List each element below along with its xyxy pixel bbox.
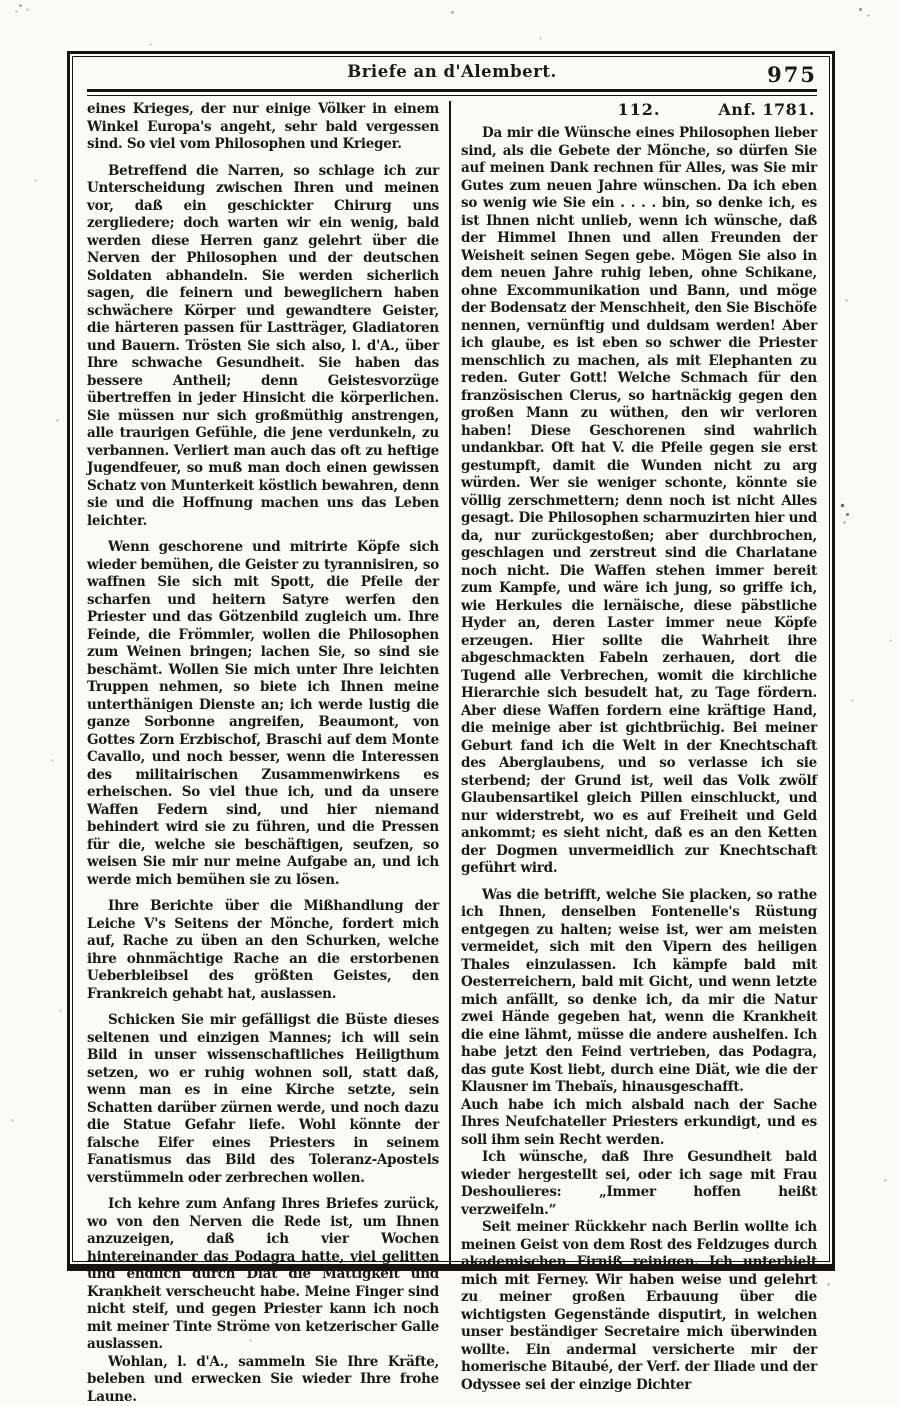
paragraph: Ich wünsche, daß Ihre Gesundheit bald wieder hergestellt sei, oder ich sage mit Frau Deshoulieres: „Immer hoffen heißt verzweifeln.“	[461, 1149, 817, 1219]
running-header	[87, 62, 817, 89]
paragraph: Was die betrifft, welche Sie placken, so rathe ich Ihnen, denselben Fontenelle's Rüstung entgegen zu halten; weise ist, wer am meisten vermeidet, sich mit den Vipern des heiligen Thales einzulassen. Ich kämpfe bald mit Oesterreichern, bald mit Gicht, und wenn letzte mich anfällt, so denke ich, da mir die Natur zwei Hände gegeben hat, wenn die Krankheit die eine lähmt, müsse die andere aushelfen. Ich habe jetzt den Feind vertrieben, das Podagra, das gute Kost liebt, durch eine Diät, wie die der Klausner im Thebaïs, hinausgeschafft.	[461, 887, 817, 1097]
scan-noise	[0, 0, 1, 1]
paragraph: Schicken Sie mir gefälligst die Büste dieses seltenen und einzigen Mannes; ich will sein Bild in unser wissenschaftliches Heiligthum setzen, wo er ruhig wohnen soll, statt daß, wenn man es in eine Kirche setzte, sein Schatten darüber zürnen werde, und noch dazu die Statue Gefahr liefe. Wohl könnte der falsche Eifer eines Priesters in seinem Fanatismus das Bild des Toleranz-Apostels verstümmeln oder zerbrechen wollen.	[87, 1012, 439, 1187]
header-rule	[87, 89, 817, 96]
page-frame	[67, 51, 835, 1271]
page-title: Briefe an d'Alembert.	[87, 62, 817, 81]
page-number: 975	[767, 62, 817, 87]
paragraph: Seit meiner Rückkehr nach Berlin wollte ich meinen Geist von dem Rost des Feldzuges durch akademischen Firniß reinigen. Ich unterhielt mich mit Ferney. Wir haben weise und gelehrt zu meiner großen Erbauung über die wichtigsten Gegenstände disputirt, in welchen unser beständiger Secretaire mich überwinden wollte. Ein andermal versicherte mir der homerische Bitaubé, der Verf. der Iliade und der Odyssee sei der einzige Dichter	[461, 1219, 817, 1394]
left-column	[87, 101, 444, 1265]
paragraph: Wenn geschorene und mitrirte Köpfe sich wieder bemühen, die Geister zu tyrannisiren, so waffnen Sie sich mit Spott, die Pfeile der scharfen und heitern Satyre werfen den Priester und das Götzenbild zugleich um. Ihre Feinde, die Frömmler, wollen die Philosophen zum Weinen bringen; lachen Sie, so sind sie beschämt. Wollen Sie mich unter Ihre leichten Truppen nehmen, so biete ich Ihnen meine unterthänigen Dienste an; ich werde lustig die ganze Sorbonne angreifen, Beaumont, von Gottes Zorn Erzbischof, Braschi auf dem Monte Cavallo, und noch besser, wenn die Interessen des militairischen Zusammenwirkens es erheischen. So viel thue ich, und da unsere Waffen Federn sind, und hier niemand behindert wird sie zu führen, und die Pressen für die, welche sie beschäftigen, seufzen, so weisen Sie mir nur meine Aufgabe an, und ich werde mich bemühen sie zu lösen.	[87, 539, 439, 889]
letter-number: 112.	[461, 101, 817, 119]
paragraph: Auch habe ich mich alsbald nach der Sache Ihres Neufchateller Priesters erkundigt, und es soll ihm sein Recht werden.	[461, 1097, 817, 1150]
page-frame-inner	[72, 56, 830, 1262]
paragraph: Betreffend die Narren, so schlage ich zur Unterscheidung zwischen Ihren und meinen vor, daß ein geschickter Chirurg uns zergliedere; doch warten wir ein wenig, bald werden diese Herren ganz gelehrt über die Nerven der Philosophen und der deutschen Soldaten abhandeln. Sie werden sicherlich sagen, die feinern und beweglichern haben schwächere Körper und gewandtere Geister, die härteren passen für Lastträger, Gladiatoren und Bauern. Trösten Sie sich also, l. d'A., über Ihre schwache Gesundheit. Sie haben das bessere Antheil; denn Geistesvorzüge übertreffen in jeder Hinsicht die körperlichen. Sie müssen nur sich großmüthig anstrengen, alle traurigen Gefühle, die jene verdunkeln, zu verbannen. Verliert man auch das oft zu heftige Jugendfeuer, so muß man doch einen gewissen Schatz von Munterkeit köstlich bewahren, denn sie und die Hoffnung machen uns das Leben leichter.	[87, 163, 439, 531]
right-column	[458, 101, 817, 1265]
right-column-text	[461, 125, 817, 1394]
column-divider	[449, 101, 451, 1265]
paragraph: Wohlan, l. d'A., sammeln Sie Ihre Kräfte, beleben und erwecken Sie wieder Ihre frohe Laune.	[87, 1354, 439, 1406]
letter-date: Anf. 1781.	[718, 101, 815, 119]
paragraph: Ich kehre zum Anfang Ihres Briefes zurück, wo von den Nerven die Rede ist, um Ihnen anzuzeigen, daß ich vier Wochen hintereinander das Podagra hatte, viel gelitten und endlich durch Diät die Mattigkeit und Krankheit verscheucht habe. Meine Finger sind nicht steif, und gegen Priester kann ich noch mit meiner Tinte Ströme von ketzerischer Galle auslassen.	[87, 1196, 439, 1354]
paragraph: Ihre Berichte über die Mißhandlung der Leiche V's Seitens der Mönche, fordert mich auf, Rache zu üben an den Schurken, welche ihre ohnmächtige Rache an die erstorbenen Ueberbleibsel des größten Geistes, den Frankreich gehabt hat, auslassen.	[87, 898, 439, 1003]
text-columns	[87, 101, 817, 1265]
letter-heading	[461, 101, 817, 125]
paragraph: Da mir die Wünsche eines Philosophen lieber sind, als die Gebete der Mönche, so dürfen Sie auf meinen Dank rechnen für Alles, was Sie mir Gutes zum neuen Jahre wünschen. Da ich eben so wenig wie Sie ein . . . . bin, so denke ich, es ist Ihnen nicht unlieb, wenn ich wünsche, daß der Himmel Ihnen und allen Freunden der Weisheit seinen Segen gebe. Mögen Sie also in dem neuen Jahre ruhig leben, ohne Schikane, ohne Excommunikation und Bann, und möge der Bodensatz der Menschheit, den Sie Bischöfe nennen, vernünftig und duldsam werden! Aber ich glaube, es ist eben so schwer die Priester menschlich zu machen, als mit Elephanten zu reden. Guter Gott! Welche Schmach für den französischen Clerus, so hartnäckig gegen den großen Mann zu wüthen, den wir verloren haben! Diese Geschorenen sind wahrlich undankbar. Oft hat V. die Pfeile gegen sie erst gestumpft, damit die Wunden nicht zu arg würden. Wer sie weniger schonte, könnte sie völlig zerschmettern; denn noch ist nicht Alles gesagt. Die Philosophen scharmuzirten hier und da, nur zurückgestoßen; aber durchbrochen, geschlagen und zerstreut sind die Charlatane noch nicht. Die Waffen stehen immer bereit zum Kampfe, und wäre ich jung, so griffe ich, wie Herkules die lernäische, diese päbstliche Hyder an, deren Laster immer neue Köpfe erzeugen. Hier sollte die Wahrheit ihre abgeschmackten Fabeln zerhauen, dort die Tugend alle Verbrechen, womit die kirchliche Hierarchie sich besudelt hat, zu Tage fördern. Aber diese Waffen fordern eine kräftige Hand, die meinige aber ist gichtbrüchig. Bei meiner Geburt fand ich die Welt in der Knechtschaft des Aberglaubens, und so verlasse ich sie sterbend; der Grund ist, weil das Volk zwölf Glaubensartikel gleich Pillen einschluckt, und nur widerstrebt, wo es auf Freiheit und Geld ankommt; es sieht nicht, daß es an den Ketten der Dogmen unvermeidlich zur Knechtschaft geführt wird.	[461, 125, 817, 878]
paragraph: eines Krieges, der nur einige Völker in einem Winkel Europa's angeht, sehr bald vergessen sind. So viel vom Philosophen und Krieger.	[87, 101, 439, 154]
